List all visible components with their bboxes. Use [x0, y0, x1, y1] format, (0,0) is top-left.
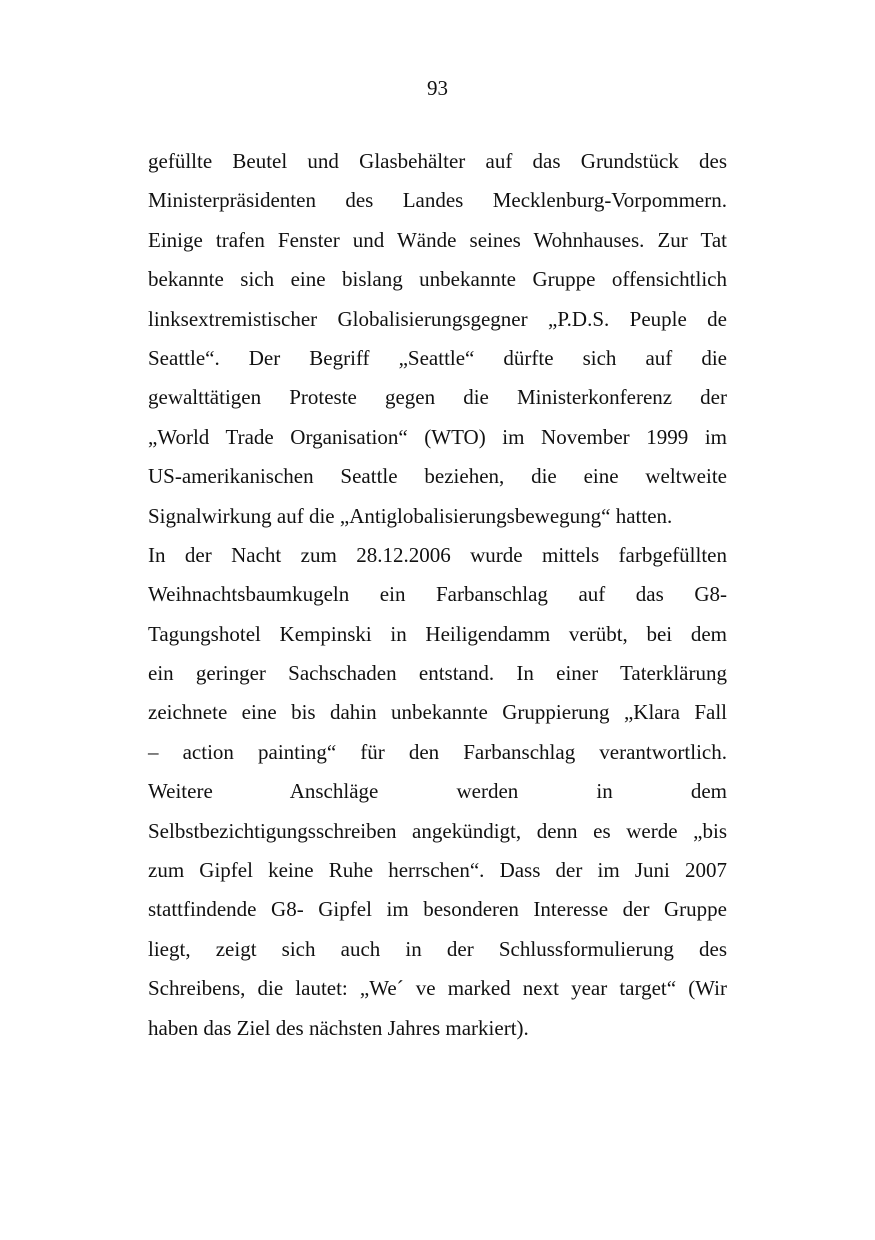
text-line: Tagungshotel Kempinski in Heiligendamm verübt, bei dem [148, 621, 727, 646]
text-line: gefüllte Beutel und Glasbehälter auf das Grundstück des [148, 149, 727, 173]
page-number: 93 [427, 76, 448, 100]
text-line: stattfindende G8- Gipfel im besonderen Interesse der Gruppe [148, 897, 727, 922]
text-line: Seattle“. Der Begriff „Seattle“ dürfte sich auf die [148, 345, 727, 370]
text-line: Signalwirkung auf die „Antiglobalisierungsbewegung“ hatten. [148, 503, 673, 528]
text-line: Ministerpräsidenten des Landes Mecklenburg-Vorpommern. [148, 188, 727, 213]
text-line: US-amerikanischen Seattle beziehen, die eine weltweite [148, 464, 727, 489]
text-line: Selbstbezichtigungsschreiben angekündigt, denn es werde „bis [148, 818, 727, 843]
body-paragraph [148, 142, 727, 1048]
text-line: – action painting“ für den Farbanschlag verantwortlich. [148, 739, 727, 764]
text-line: Einige trafen Fenster und Wände seines Wohnhauses. Zur Tat [148, 227, 727, 252]
text-line: In der Nacht zum 28.12.2006 wurde mittels farbgefüllten [148, 542, 727, 567]
text-line: gewalttätigen Proteste gegen die Ministerkonferenz der [148, 385, 727, 410]
text-line: linksextremistischer Globalisierungsgegner „P.D.S. Peuple de [148, 306, 727, 331]
text-line: zum Gipfel keine Ruhe herrschen“. Dass der im Juni 2007 [148, 858, 727, 883]
text-line: Weitere Anschläge werden in dem [148, 779, 727, 804]
text-line: „World Trade Organisation“ (WTO) im November 1999 im [148, 424, 727, 449]
text-line: Schreibens, die lautet: „We´ ve marked next year target“ (Wir [148, 976, 727, 1001]
text-line: Weihnachtsbaumkugeln ein Farbanschlag auf das G8- [148, 582, 727, 607]
text-line: zeichnete eine bis dahin unbekannte Gruppierung „Klara Fall [148, 700, 727, 725]
text-line: ein geringer Sachschaden entstand. In einer Taterklärung [148, 661, 727, 686]
text-line: bekannte sich eine bislang unbekannte Gruppe offensichtlich [148, 267, 727, 292]
text-line: liegt, zeigt sich auch in der Schlussformulierung des [148, 936, 727, 961]
text-line: haben das Ziel des nächsten Jahres markiert). [148, 1015, 529, 1040]
